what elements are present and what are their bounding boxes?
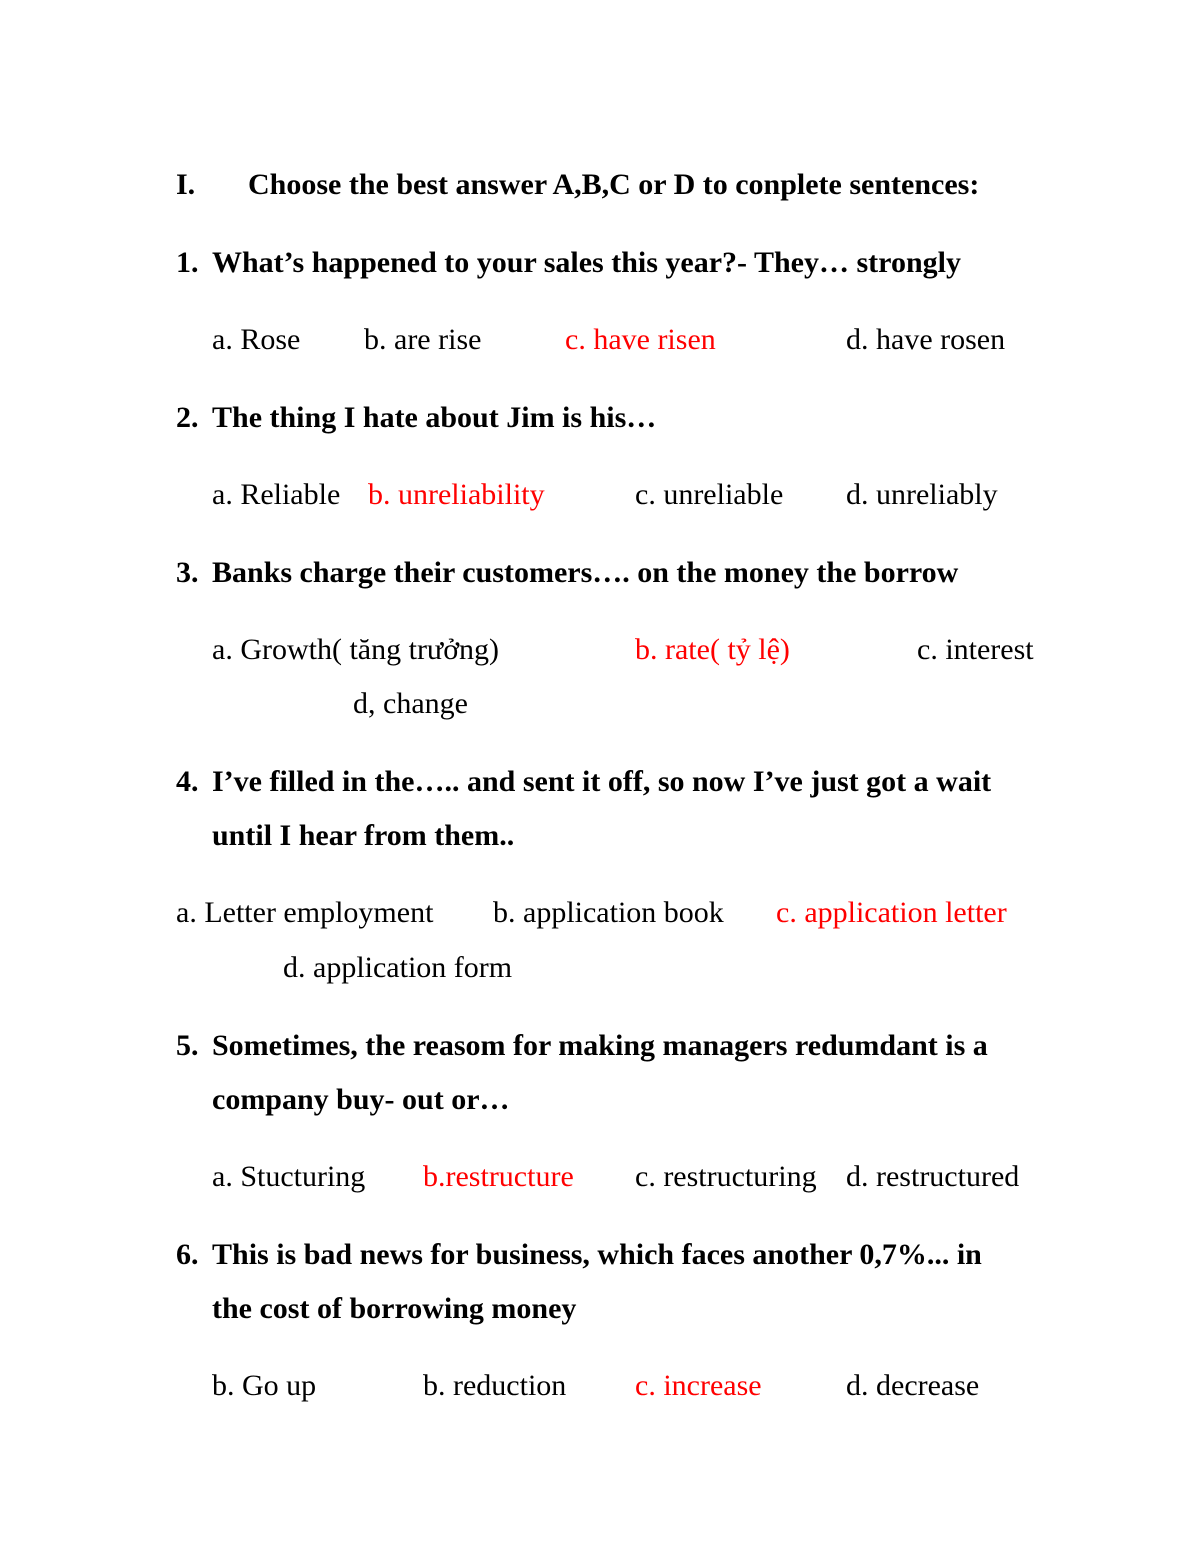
question-5-option-c: c. restructuring bbox=[635, 1160, 817, 1193]
question-5-text-line-2: company buy- out or… bbox=[212, 1083, 510, 1116]
question-3-option-b: b. rate( tỷ lệ) bbox=[635, 633, 790, 666]
question-5-option-b: b.restructure bbox=[423, 1160, 574, 1193]
question-2-text: The thing I hate about Jim is his… bbox=[212, 401, 657, 434]
question-4-option-b: b. application book bbox=[493, 896, 724, 929]
question-5-number: 5. bbox=[176, 1029, 199, 1062]
question-2-option-b: b. unreliability bbox=[368, 478, 545, 511]
question-1-option-b: b. are rise bbox=[364, 323, 482, 356]
section-numeral: I. bbox=[176, 168, 196, 201]
question-1-option-a: a. Rose bbox=[212, 323, 301, 356]
question-3-option-d: d, change bbox=[353, 687, 468, 720]
question-3-option-a: a. Growth( tăng trưởng) bbox=[212, 633, 500, 666]
question-4-number: 4. bbox=[176, 765, 199, 798]
question-3-option-c: c. interest bbox=[917, 633, 1034, 666]
question-4-text-line-2: until I hear from them.. bbox=[212, 819, 515, 852]
question-1-text: What’s happened to your sales this year?- They… strongly bbox=[212, 246, 961, 279]
question-1-option-d: d. have rosen bbox=[846, 323, 1006, 356]
question-2-option-c: c. unreliable bbox=[635, 478, 784, 511]
question-2-option-d: d. unreliably bbox=[846, 478, 998, 511]
question-6-option-c: c. increase bbox=[635, 1369, 762, 1402]
question-5-option-a: a. Stucturing bbox=[212, 1160, 366, 1193]
question-6-option-a: b. Go up bbox=[212, 1369, 317, 1402]
question-3-number: 3. bbox=[176, 556, 199, 589]
question-1-option-c: c. have risen bbox=[565, 323, 716, 356]
question-4-option-a: a. Letter employment bbox=[176, 896, 434, 929]
question-6-number: 6. bbox=[176, 1238, 199, 1271]
question-6-option-d: d. decrease bbox=[846, 1369, 980, 1402]
question-4-option-c: c. application letter bbox=[776, 896, 1007, 929]
question-2-option-a: a. Reliable bbox=[212, 478, 341, 511]
question-5-text-line-1: Sometimes, the reasom for making managers redumdant is a bbox=[212, 1029, 988, 1062]
question-1-number: 1. bbox=[176, 246, 199, 279]
question-6-option-b: b. reduction bbox=[423, 1369, 567, 1402]
question-6-text-line-1: This is bad news for business, which faces another 0,7%... in bbox=[212, 1238, 982, 1271]
question-2-number: 2. bbox=[176, 401, 199, 434]
question-5-option-d: d. restructured bbox=[846, 1160, 1020, 1193]
section-heading: Choose the best answer A,B,C or D to conplete sentences: bbox=[248, 168, 980, 201]
question-6-text-line-2: the cost of borrowing money bbox=[212, 1292, 577, 1325]
question-4-text-line-1: I’ve filled in the….. and sent it off, so now I’ve just got a wait bbox=[212, 765, 992, 798]
question-4-option-d: d. application form bbox=[283, 951, 513, 984]
question-3-text: Banks charge their customers…. on the money the borrow bbox=[212, 556, 959, 589]
